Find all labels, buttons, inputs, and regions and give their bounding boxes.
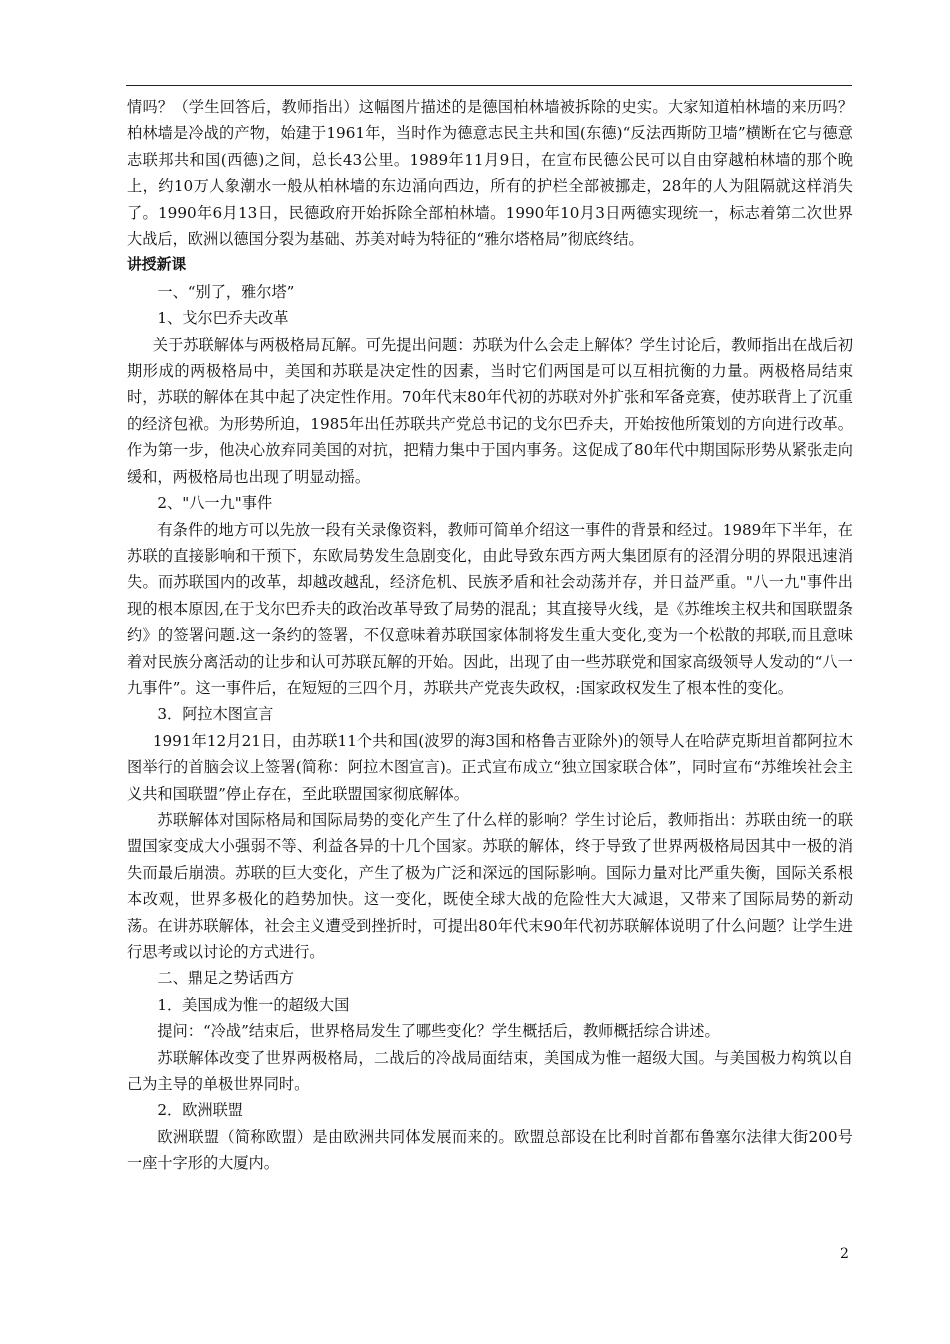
sub5-title: 2．欧洲联盟 [157, 1101, 243, 1120]
part2-title: 二、鼎足之势话西方 [157, 969, 295, 988]
sub4-question: 提问：“冷战”结束后，世界格局发生了哪些变化？学生概括后，教师概括综合讲述。 [157, 1022, 720, 1041]
part1-title: 一、“别了，雅尔塔” [157, 282, 295, 301]
intro-paragraph: 情吗？（学生回答后，教师指出）这幅图片描述的是德国柏林墙被拆除的史实。大家知道柏林墙的来历吗？柏林墙是冷战的产物，始建于1961年，当时作为德意志民主共和国(东德)“反法西斯防卫墙”横断在它与德意志联邦共和国(西德)之间，总长43公里。1989年11月9日，在宣布民德公民可以自由穿越柏林墙的那个晚上，约10万人象潮水一般从柏林墙的东边涌向西边，所有的护栏全部被挪走，28年的人为阻隔就这样消失了。1990年6月13日，民德政府开始拆除全部柏林墙。1990年10月3日两德实现统一，标志着第二次世界大战后，欧洲以德国分裂为基础、苏美对峙为特征的“雅尔塔格局”彻底终结。 [127, 98, 853, 249]
page-number: 2 [840, 1246, 849, 1262]
sub2-title: 2、"八一九"事件 [157, 494, 273, 513]
sub3-title: 3．阿拉木图宣言 [157, 705, 274, 724]
section-heading: 讲授新课 [127, 256, 187, 274]
sub4-title: 1．美国成为惟一的超级大国 [157, 995, 350, 1014]
sub5-paragraph: 欧洲联盟（简称欧盟）是由欧洲共同体发展而来的。欧盟总部设在比利时首都布鲁塞尔法律大街200号一座十字形的大厦内。 [127, 1127, 853, 1173]
sub3-paragraph: 1991年12月21日，由苏联11个共和国(波罗的海3国和格鲁吉亚除外)的领导人在哈萨克斯坦首都阿拉木图举行的首脑会议上签署(简称：阿拉木图宣言)。正式宣布成立“独立国家联合体”，同时宣布“苏维埃社会主义共和国联盟”停止存在，至此联盟国家彻底解体。 [127, 731, 853, 803]
sub4-paragraph: 苏联解体改变了世界两极格局，二战后的冷战局面结束，美国成为惟一超级大国。与美国极力构筑以自己为主导的单极世界同时。 [127, 1048, 853, 1094]
document-body [127, 94, 853, 1177]
header-rule [126, 85, 852, 86]
sub3-paragraph-2: 苏联解体对国际格局和国际局势的变化产生了什么样的影响？学生讨论后，教师指出：苏联由统一的联盟国家变成大小强弱不等、利益各异的十几个国家。苏联的解体，终于导致了世界两极格局因其中一极的消失而最后崩溃。苏联的巨大变化，产生了极为广泛和深远的国际影响。国际力量对比严重失衡，国际关系根本改观，世界多极化的趋势加快。这一变化，既使全球大战的危险性大大减退，又带来了国际局势的新动荡。在讲苏联解体，社会主义遭受到挫折时，可提出80年代末90年代初苏联解体说明了什么问题？让学生进行思考或以讨论的方式进行。 [127, 810, 853, 961]
sub1-title: 1、戈尔巴乔夫改革 [157, 309, 289, 328]
sub1-paragraph: 关于苏联解体与两极格局瓦解。可先提出问题：苏联为什么会走上解体？学生讨论后，教师指出在战后初期形成的两极格局中，美国和苏联是决定性的因素，当时它们两国是可以互相抗衡的力量。两极格局结束时，苏联的解体在其中起了决定性作用。70年代末80年代初的苏联对外扩张和军备竞赛，使苏联背上了沉重的经济包袱。为形势所迫，1985年出任苏联共产党总书记的戈尔巴乔夫，开始按他所策划的方向进行改革。作为第一步，他决心放弃同美国的对抗，把精力集中于国内事务。这促成了80年代中期国际形势从紧张走向缓和，两极格局也出现了明显动摇。 [127, 335, 853, 486]
sub2-paragraph: 有条件的地方可以先放一段有关录像资料，教师可简单介绍这一事件的背景和经过。1989年下半年，在苏联的直接影响和干预下，东欧局势发生急剧变化，由此导致东西方两大集团原有的泾渭分明的界限迅速消失。而苏联国内的改革，却越改越乱，经济危机、民族矛盾和社会动荡并存，并日益严重。"八一九"事件出现的根本原因,在于戈尔巴乔夫的政治改革导致了局势的混乱；其直接导火线，是《苏维埃主权共和国联盟条约》的签署问题.这一条约的签署，不仅意味着苏联国家体制将发生重大变化,变为一个松散的邦联,而且意味着对民族分离活动的让步和认可苏联瓦解的开始。因此，出现了由一些苏联党和国家高级领导人发动的“八一九事件”。这一事件后，在短短的三四个月，苏联共产党丧失政权，:国家政权发生了根本性的变化。 [127, 520, 853, 697]
